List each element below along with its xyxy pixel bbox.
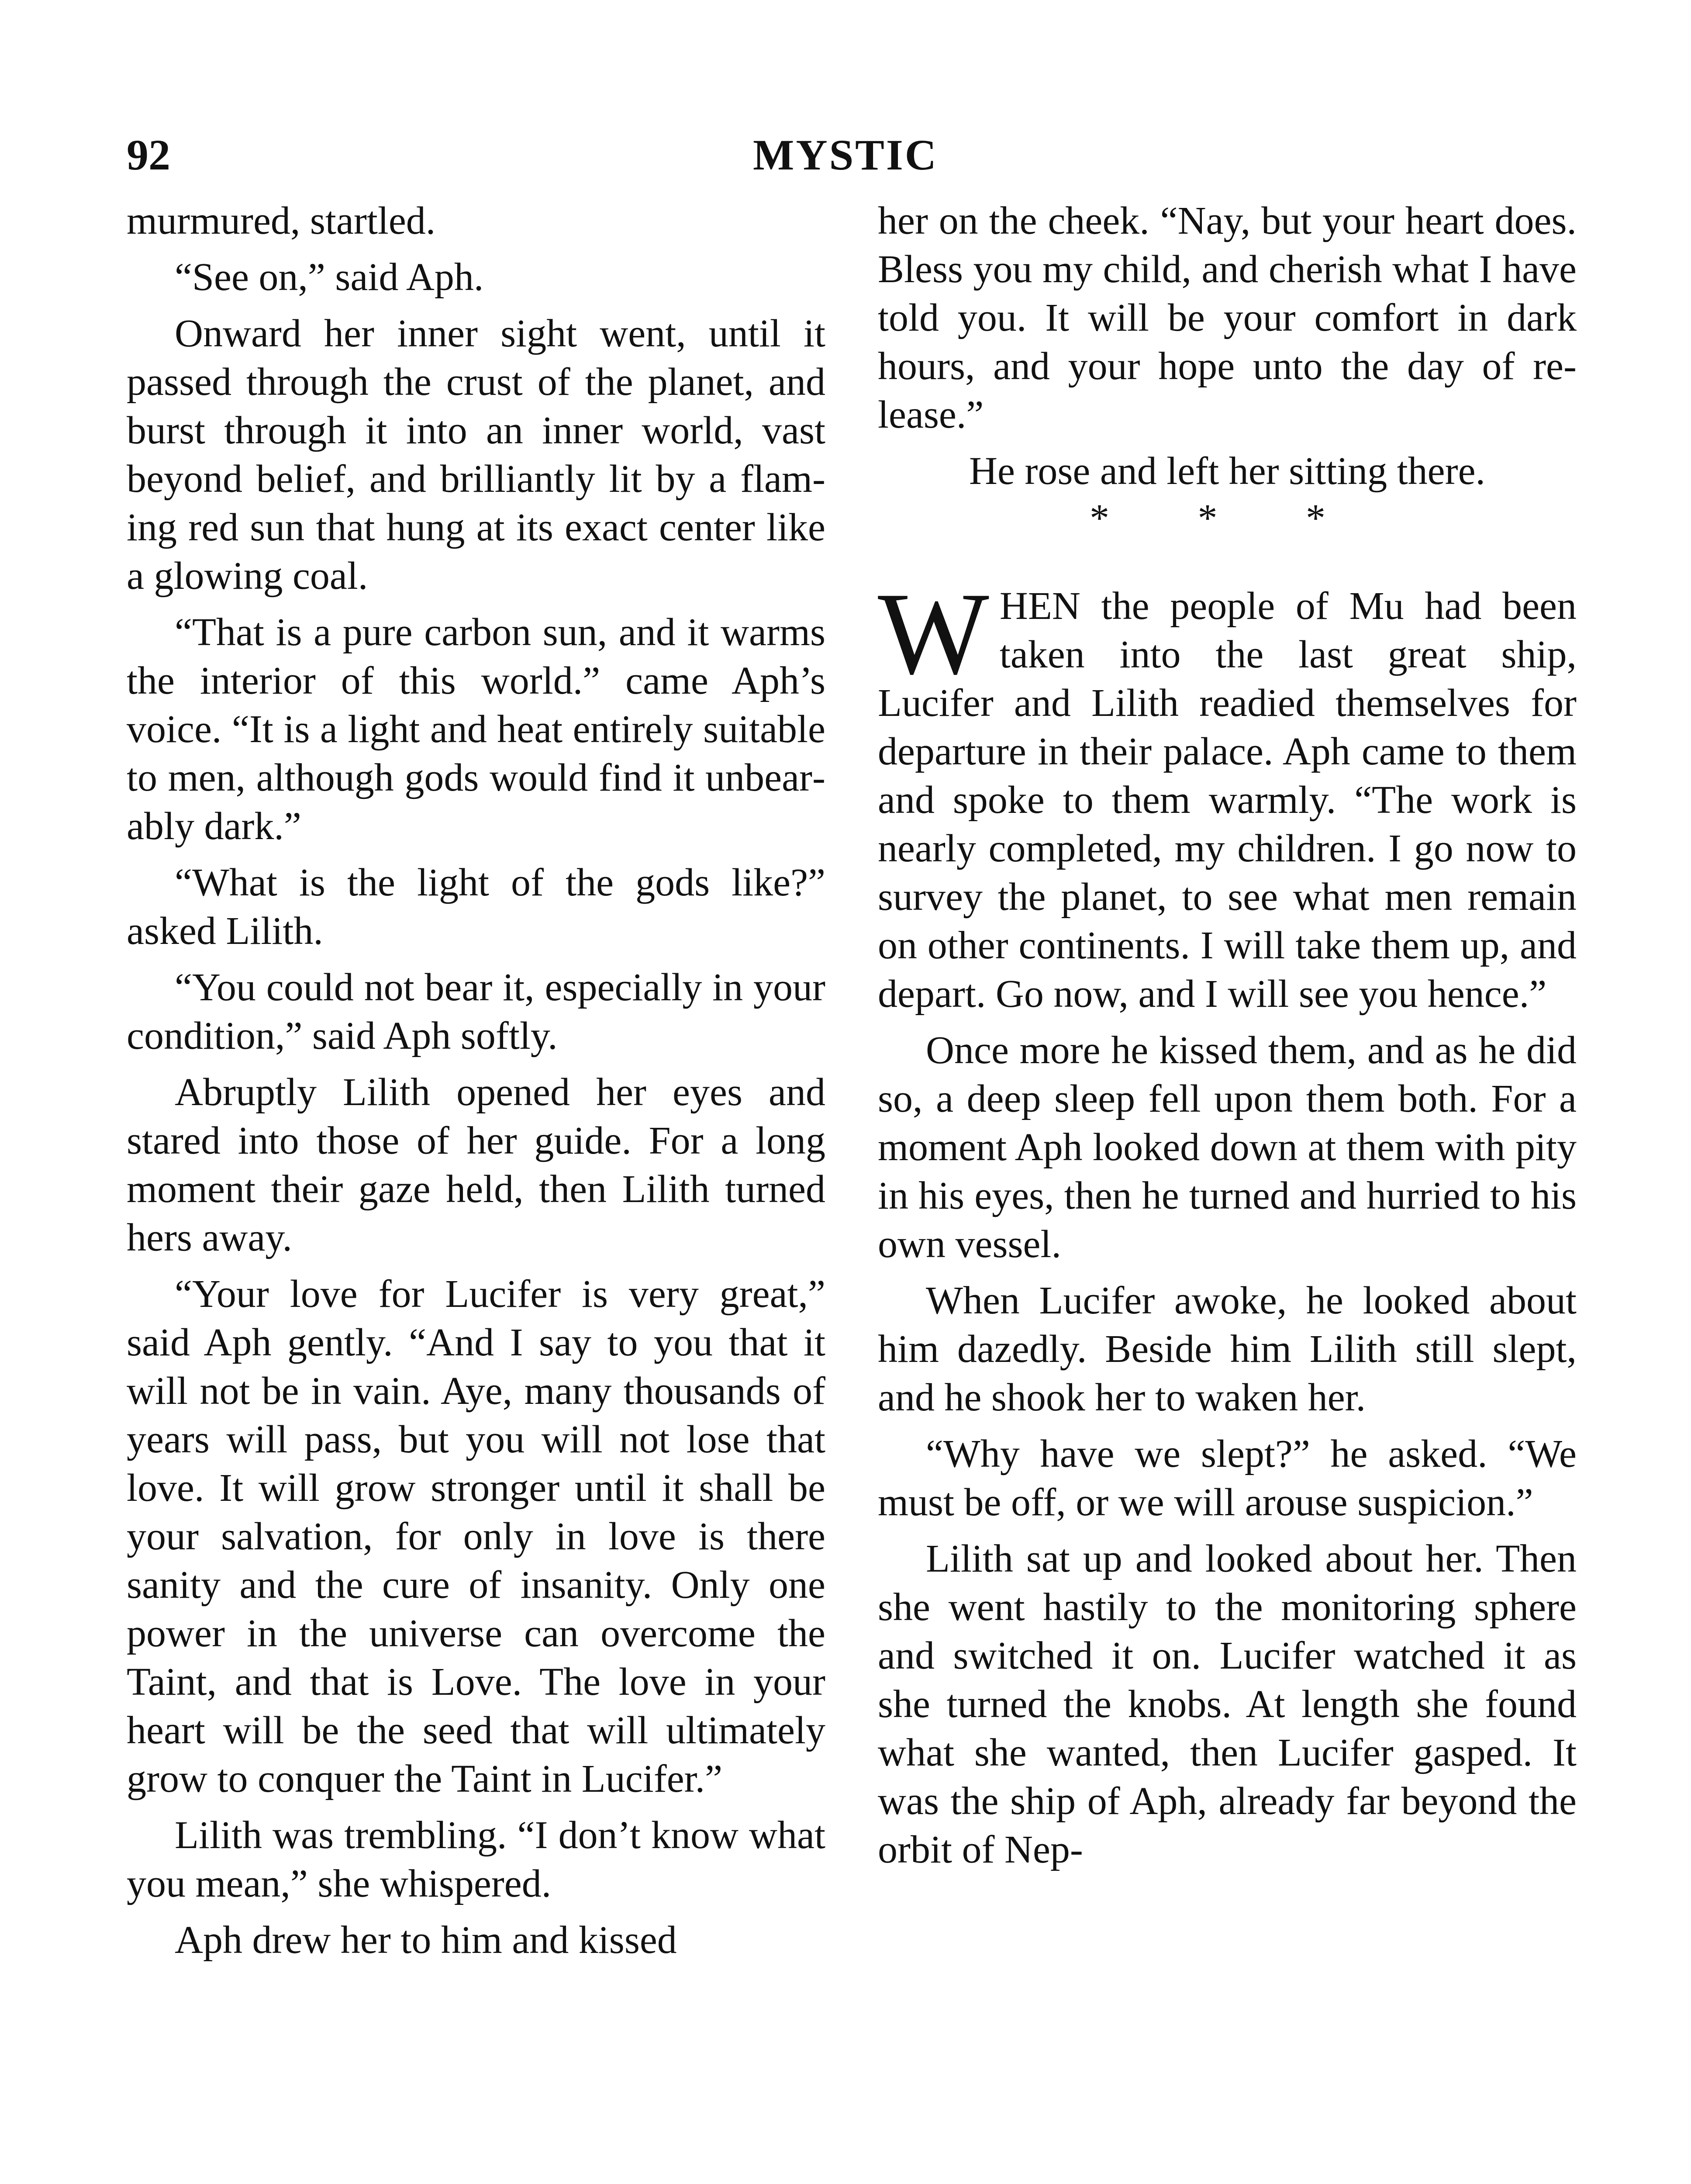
paragraph: her on the cheek. “Nay, but your heart does. Bless you my child, and cherish what I have told you. It will be your comfort in dark hours, and your hope unto the day of release.” (878, 199, 1577, 436)
paragraph: Once more he kissed them, and as he did so, a deep sleep fell upon them both. For a moment Aph looked down at them with pity in his eyes, then he turned and hurried to his own vessel. (878, 1029, 1577, 1266)
section-opening-paragraph (878, 568, 1577, 1018)
paragraph: “You could not bear it, especially in your condition,” said Aph softly. (127, 966, 825, 1057)
paragraph: murmured, startled. (127, 199, 436, 242)
right-column (878, 197, 1577, 1882)
paragraph: Lilith was trembling. “I don’t know what you mean,” she whispered. (127, 1814, 825, 1905)
paragraph: Lilith sat up and looked about her. Then she went hastily to the monitoring sphere and switched it on. Lucifer watched it as she turned the knobs. At length she found what she wanted, then Lucifer gasped. It was the ship of Aph, already far beyond the orbit of Nep- (878, 1537, 1577, 1871)
running-head: MYSTIC (752, 131, 939, 179)
paragraph: Aph drew her to him and kissed (175, 1918, 677, 1962)
page-number: 92 (127, 131, 170, 179)
paragraph: When Lucifer awoke, he looked about him dazedly. Beside him Lilith still slept, and he shook her to waken her. (878, 1279, 1577, 1419)
paragraph: “What is the light of the gods like?” asked Lilith. (127, 861, 825, 953)
section-break: * * * (1090, 497, 1365, 540)
section-opening-text: HEN the people of Mu had been taken into the last great ship, Lucifer and Lilith readied themselves for departure in their palace. Aph came to them and spoke to them warmly. “The work is nearly completed, my children. I go now to survey the planet, to see what men remain on other continents. I will take them up, and depart. Go now, and I will see you hence.” (878, 584, 1577, 1016)
paragraph: “Why have we slept?” he asked. “We must be off, or we will arouse suspicion.” (878, 1432, 1577, 1524)
paragraph: “Your love for Lucifer is very great,” said Aph gently. “And I say to you that it will not be in vain. Aye, many thousands of years will pass, but you will not lose that love. It will grow stronger until it shall be your salvation, for only in love is there sanity and the cure of insanity. Only one power in the universe can overcome the Taint, and that is Love. The love in your heart will be the seed that will ultimately grow to conquer the Taint in Lucifer.” (127, 1272, 825, 1800)
paragraph: He rose and left her sitting there. (969, 449, 1486, 493)
left-column (127, 197, 825, 1972)
drop-cap: W (878, 568, 989, 699)
paragraph: Abruptly Lilith opened her eyes and stared into those of her guide. For a long moment their gaze held, then Lilith turned hers away. (127, 1071, 825, 1259)
page-header (0, 127, 1691, 183)
paragraph: “See on,” said Aph. (175, 256, 484, 299)
paragraph: Onward her inner sight went, until it passed through the crust of the planet, and burst through it into an inner world, vast beyond belief, and brilliantly lit by a flaming red sun that hung at its exact center like a glowing coal. (127, 312, 825, 598)
paragraph: “That is a pure carbon sun, and it warms the interior of this world.” came Aph’s voice. “It is a light and heat entirely suitable to men, although gods would find it unbearably dark.” (127, 611, 825, 848)
